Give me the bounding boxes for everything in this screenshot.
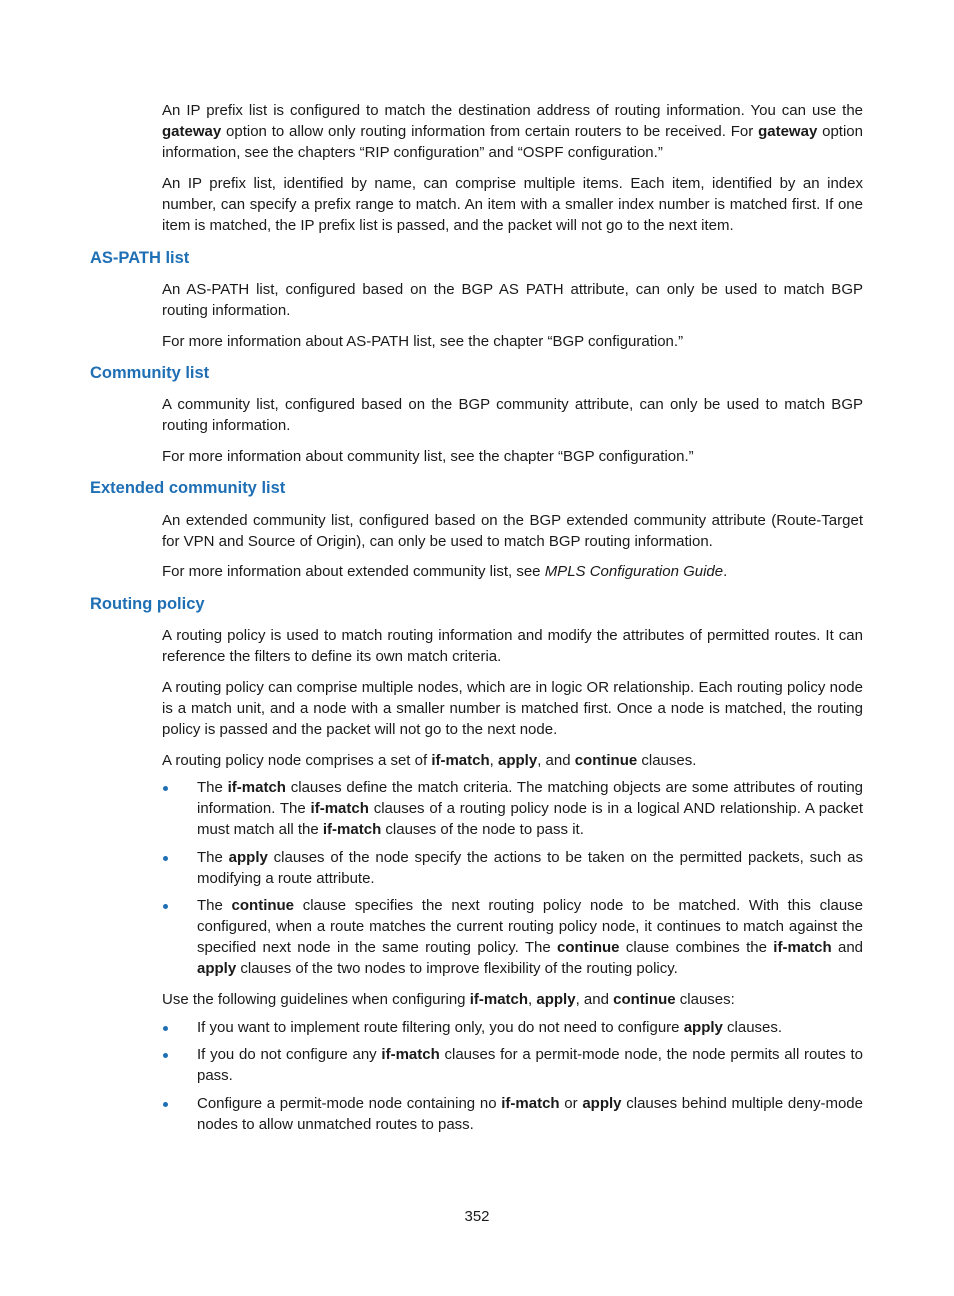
intro-paragraph-1: An IP prefix list is configured to match the destination address of routing information. You can use the gateway option to allow only routing information from certain routers to be received. For gateway option information, see the chapters “RIP configuration” and “OSPF configuration.”	[162, 102, 863, 161]
as-path-paragraph-1: An AS-PATH list, configured based on the BGP AS PATH attribute, can only be used to match BGP routing information.	[162, 281, 863, 319]
list-item: If you want to implement route filtering only, you do not need to configure apply clauses.	[197, 1019, 783, 1036]
routing-policy-paragraph-4: Use the following guidelines when configuring if-match, apply, and continue clauses:	[162, 991, 735, 1008]
bullet-icon	[163, 856, 168, 861]
community-paragraph-2: For more information about community list, see the chapter “BGP configuration.”	[162, 448, 694, 465]
as-path-paragraph-2: For more information about AS-PATH list, see the chapter “BGP configuration.”	[162, 333, 684, 350]
section-heading-routing-policy: Routing policy	[90, 595, 205, 613]
intro-paragraph-2: An IP prefix list, identified by name, can comprise multiple items. Each item, identified by an index number, can specify a prefix range to match. An item with a smaller index number is matched first. If one item is matched, the IP prefix list is passed, and the packet will not go to the next item.	[162, 175, 863, 234]
guide-title: MPLS Configuration Guide	[544, 563, 724, 580]
bullet-icon	[163, 786, 168, 791]
bullet-icon	[163, 904, 168, 909]
keyword-gateway: gateway	[162, 123, 222, 140]
routing-policy-paragraph-1: A routing policy is used to match routing information and modify the attributes of permitted routes. It can reference the filters to define its own match criteria.	[162, 627, 863, 665]
routing-policy-paragraph-2: A routing policy can comprise multiple nodes, which are in logic OR relationship. Each routing policy node is a match unit, and a node with a smaller number is matched first. Once a node is matched, the routing policy is passed and the packet will not go to the next node.	[162, 679, 863, 738]
bullet-icon	[163, 1026, 168, 1031]
list-item: Configure a permit-mode node containing no if-match or apply clauses behind multiple deny-mode nodes to allow unmatched routes to pass.	[197, 1095, 863, 1133]
section-heading-community: Community list	[90, 364, 210, 382]
section-heading-as-path: AS-PATH list	[90, 249, 190, 267]
list-item: The if-match clauses define the match criteria. The matching objects are some attributes of routing information. The if-match clauses of a routing policy node is in a logical AND relationship. A packet must match all the if-match clauses of the node to pass it.	[197, 779, 864, 838]
bullet-icon	[163, 1053, 168, 1058]
community-paragraph-1: A community list, configured based on the BGP community attribute, can only be used to match BGP routing information.	[162, 396, 863, 434]
keyword-gateway: gateway	[758, 123, 818, 140]
section-heading-extended-community: Extended community list	[90, 479, 286, 497]
list-item: The continue clause specifies the next routing policy node to be matched. With this clause configured, when a route matches the current routing policy node, it continues to match against the specified next node in the same routing policy. The continue clause combines the if-match and apply clauses of the two nodes to improve flexibility of the routing policy.	[197, 897, 864, 977]
ext-community-paragraph-1: An extended community list, configured based on the BGP extended community attribute (Route-Target for VPN and Source of Origin), can only be used to match BGP routing information.	[162, 512, 863, 550]
ext-community-paragraph-2: For more information about extended community list, see MPLS Configuration Guide.	[162, 563, 728, 580]
bullet-icon	[163, 1102, 168, 1107]
routing-policy-paragraph-3: A routing policy node comprises a set of if-match, apply, and continue clauses.	[162, 752, 697, 769]
page-number: 352	[464, 1208, 490, 1225]
list-item: If you do not configure any if-match clauses for a permit-mode node, the node permits all routes to pass.	[197, 1046, 863, 1084]
list-item: The apply clauses of the node specify the actions to be taken on the permitted packets, such as modifying a route attribute.	[197, 849, 863, 887]
